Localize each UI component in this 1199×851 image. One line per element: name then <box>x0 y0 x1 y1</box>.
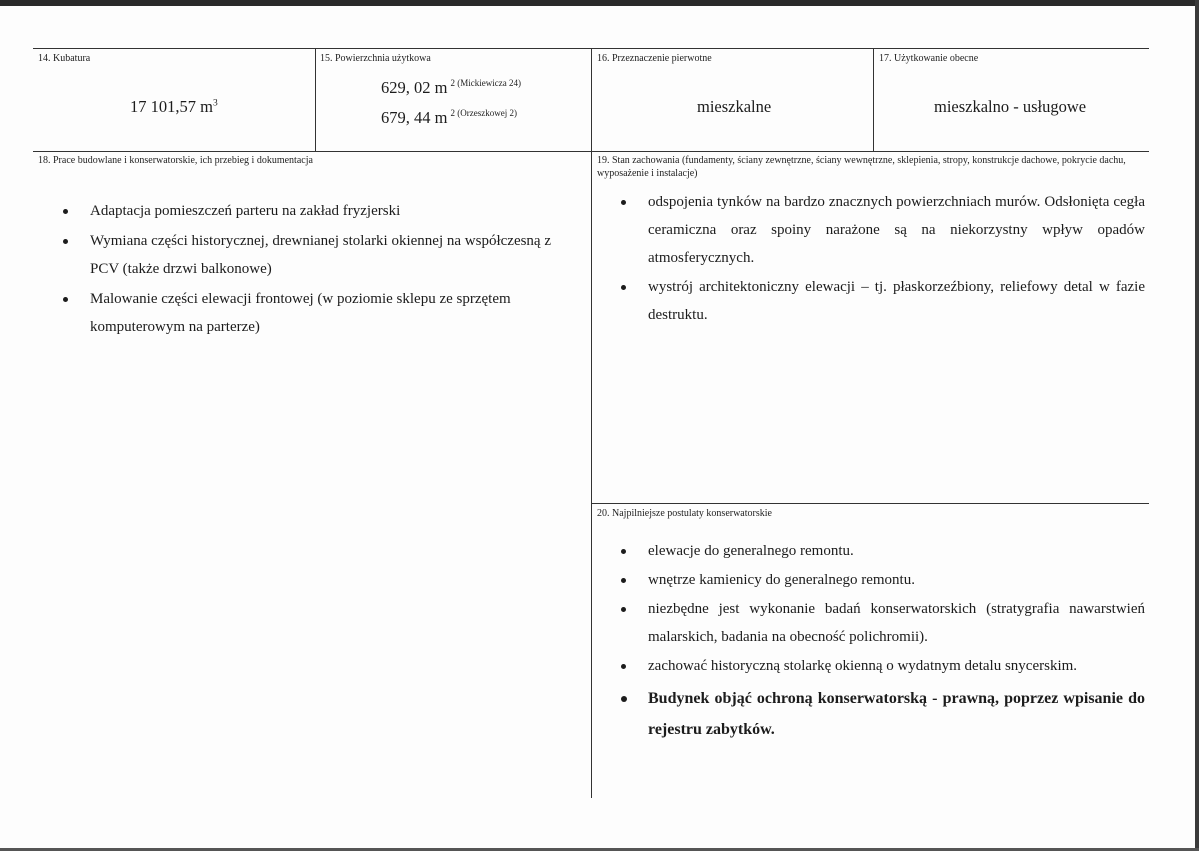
scan-right-edge <box>1195 0 1199 851</box>
section19-header: 19. Stan zachowania (fundamenty, ściany zewnętrzne, ściany wewnętrzne, sklepienia, stropy, konstrukcje dachowe, pokrycie dachu, wyposażenie i instalacje) <box>597 155 1126 179</box>
list-item: Malowanie części elewacji frontowej (w poziomie sklepu ze sprzętem komputerowym na parterze) <box>90 285 580 341</box>
list-item: niezbędne jest wykonanie badań konserwatorskich (stratygrafia nawarstwień malarskich, badania na obecność polichromii). <box>648 595 1145 651</box>
col-divider-15 <box>315 48 316 151</box>
kubatura-header: 14. Kubatura <box>38 53 91 64</box>
list-item: Wymiana części historycznej, drewnianej stolarki okiennej na współczesną z PCV (także drzwi balkonowe) <box>90 227 580 283</box>
powierzchnia-header: 15. Powierzchnia użytkowa <box>320 53 431 64</box>
col-divider-17 <box>873 48 874 151</box>
section20-header: 20. Najpilniejsze postulaty konserwatorskie <box>597 508 772 519</box>
uzytkowanie-value: mieszkalno - usługowe <box>934 97 1087 116</box>
list-item: zachować historyczną stolarkę okienną o wydatnym detalu snycerskim. <box>648 652 1145 680</box>
kubatura-value: 17 101,57 $m^3$ <box>130 97 218 116</box>
list-item: elewacje do generalnego remontu. <box>648 537 1145 565</box>
col-divider-main <box>591 48 592 798</box>
list-item: Adaptacja pomieszczeń parteru na zakład fryzjerski <box>90 197 580 225</box>
section20-top-border <box>591 503 1149 504</box>
section20-list <box>648 537 1145 746</box>
list-item: odspojenia tynków na bardzo znacznych powierzchniach murów. Odsłonięta cegła ceramiczna oraz spoiny narażone są na niekorzystny wpływ opadów atmosferycznych. <box>648 188 1145 272</box>
uzytkowanie-header: 17. Użytkowanie obecne <box>879 53 979 64</box>
przeznaczenie-value: mieszkalne <box>697 97 772 116</box>
list-item: wnętrze kamienicy do generalnego remontu. <box>648 566 1145 594</box>
list-item: wystrój architektoniczny elewacji – tj. płaskorzeźbiony, reliefowy detal w fazie destruktu. <box>648 273 1145 329</box>
section19-list <box>648 188 1145 330</box>
section18-header: 18. Prace budowlane i konserwatorskie, ich przebieg i dokumentacja <box>38 155 313 166</box>
scan-top-edge <box>0 0 1199 6</box>
list-item-emphasis: Budynek objąć ochroną konserwatorską - prawną, poprzez wpisanie do rejestru zabytków. <box>648 683 1145 745</box>
section18-list <box>90 197 580 343</box>
powierzchnia-line-1: 629, 02 m $^{2 (Mickiewicza 24)}$ <box>381 78 521 97</box>
powierzchnia-line-2: 679, 44 m $^{2 (Orzeszkowej 2)}$ <box>381 108 517 127</box>
przeznaczenie-header: 16. Przeznaczenie pierwotne <box>597 53 712 64</box>
